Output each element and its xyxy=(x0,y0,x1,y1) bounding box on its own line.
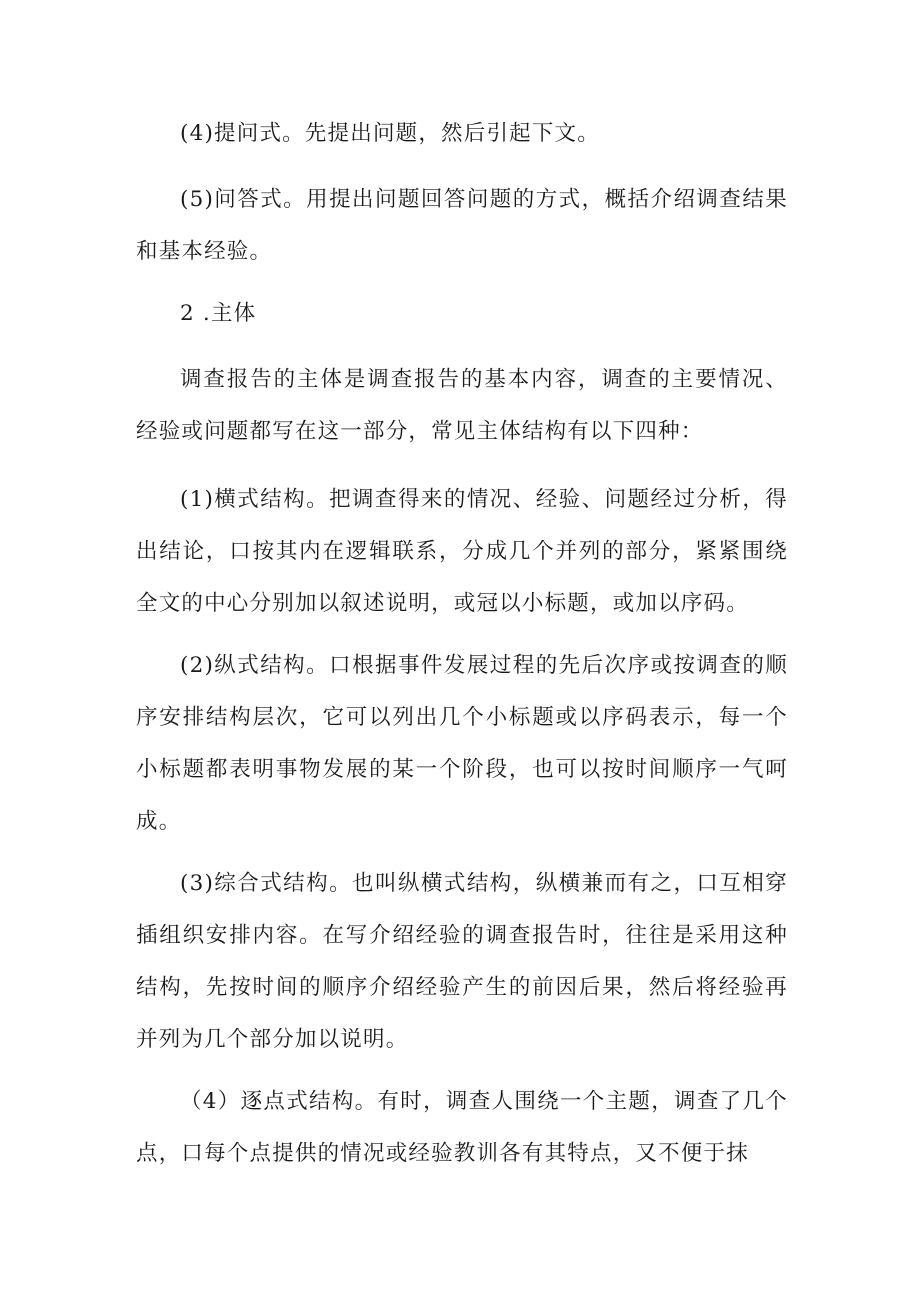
paragraph-combined-structure: (3)综合式结构。也叫纵横式结构，纵横兼而有之，口互相穿插组织安排内容。在写介绍经验的调查报告时，往往是采用这种结构，先按时间的顺序介绍经验产生的前因后果，然后将经验再并列为几个部分加以说明。 xyxy=(136,871,788,1052)
paragraph-main-body-intro: 调查报告的主体是调查报告的基本内容，调查的主要情况、经验或问题都写在这一部分，常见主体结构有以下四种： xyxy=(136,367,788,444)
section-heading-main-body: 2 .主体 xyxy=(180,301,257,326)
paragraph-point-by-point-structure: （4）逐点式结构。有时，调查人围绕一个主题，调查了几个点，口每个点提供的情况或经验教训各有其特点，又不便于抹 xyxy=(136,1089,788,1166)
paragraph-question-style: (4)提问式。先提出问题，然后引起下文。 xyxy=(180,121,600,146)
paragraph-horizontal-structure: (1)横式结构。把调查得来的情况、经验、问题经过分析，得出结论，口按其内在逻辑联系，分成几个并列的部分，紧紧围绕全文的中心分别加以叙述说明，或冠以小标题，或加以序码。 xyxy=(136,487,788,616)
paragraph-vertical-structure: (2)纵式结构。口根据事件发展过程的先后次序或按调查的顺序安排结构层次，它可以列出几个小标题或以序码表示，每一个小标题都表明事物发展的某一个阶段，也可以按时间顺序一气呵成。 xyxy=(136,653,788,834)
paragraph-qa-style: (5)问答式。用提出问题回答问题的方式，概括介绍调查结果和基本经验。 xyxy=(136,187,788,264)
